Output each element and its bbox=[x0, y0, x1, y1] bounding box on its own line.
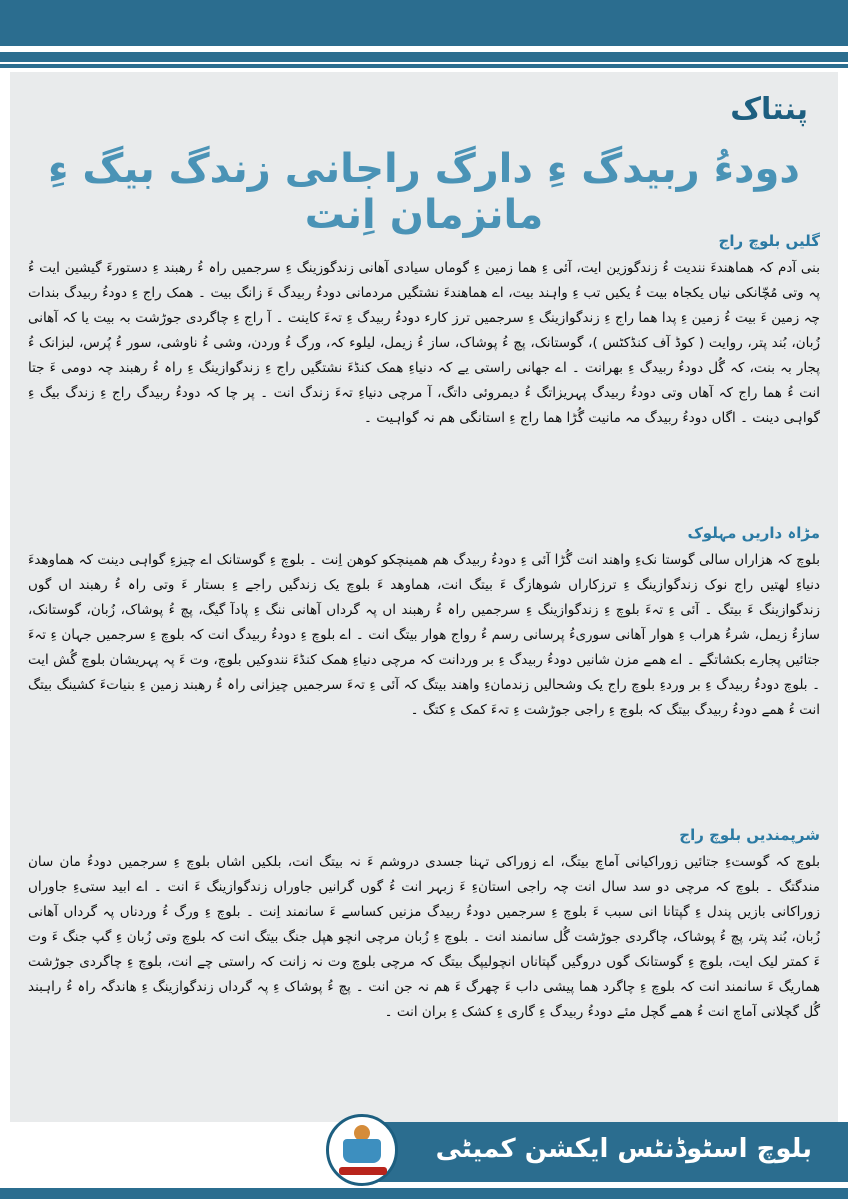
bottom-banner-bar bbox=[0, 1188, 848, 1199]
section-paragraph: بلوچ کہ گوستءِ جتائیں زوراکیانی آماچ بیتگ، اے زوراکی تہنا جسدی دروشم ءَ نہ بیتگ انت، بلکیں اشاں بلوچ ءِ سرجمیں دودءُ مان سان مندگتگ ۔ بلوچ کہ مرچی دو سد سال انت چہ راجی استانءِ ءَ زبہر انت ءُ گوں گرانیں جاوراں زندگوازینگ ءَ انت ۔ اے ابید ستیءِ جاوراں زوراکانی بازیں پندل ءِ گپتانا انی سبب ءَ بلوچ ءِ سرجمیں دودءُ ربیدگ مزنیں کساسے ءَ سانمند اِنت ۔ بلوچ ءِ ورگ ءُ وردناں پہ گرداں آھانی زُبان، بُند پتر، پچ ءُ پوشاک، چاگردی جوڑشت گُل سانمند انت ۔ بلوچ ءِ زُبان مرچی انچو ھپل جنگ بیتگ انت کہ بلوچ وتی زُبان ءِ گپ جنگ ءَ وت ءَ کمتر لیک ایت، بلوچ ءِ گوستانک گوں دروگیں گپتاناں انچولیپگ بیتگ کہ مرچی بلوچ وت نہ زانت کہ راستی چے انت، بلوچ ءِ چاگردی جوڑشت ھماریگ ءَ سانمند انت کہ بلوچ ءِ چاگرد ھما پیشی داب ءَ چھرگ ءَ ھم نہ جن انت ۔ پچ ءُ پوشاک ءِ پہ گرداں زندگوازینگ ءِ ھاندگہ راہ ءُ راہبند گُل گچلانی آماچ انت ءُ ھمے گچل مئے دودءُ ربیدگ ءِ گاری ءِ کشک ءِ بران انت ۔ bbox=[28, 854, 820, 1020]
section-heading: شرپمندیں بلوچ راج bbox=[679, 826, 820, 844]
student-reading-book-logo-icon bbox=[326, 1114, 398, 1186]
logo-base bbox=[339, 1167, 387, 1175]
top-banner-bar bbox=[0, 0, 848, 46]
section-baloch-nation bbox=[28, 232, 820, 431]
top-banner-thin-stripe bbox=[0, 64, 848, 68]
organization-name: بلوچ اسٹوڈنٹس ایکشن کمیٹی bbox=[435, 1134, 812, 1164]
section-paragraph: بنی آدم کہ ھماھندءَ نندیت ءُ زندگوزین ایت، آئی ءِ ھما زمین ءِ گوماں سیادی آھانی زندگوزینگ ءِ سرجمیں راہ ءُ رھبند ءِ دستورءَ گیشین ایت ءُ پہ وتی مُچّانکی نیاں یکجاہ بیت ءُ یکیں تب ءِ واہند بیت، اے ھماھندءَ نشتگیں مردمانی دودءُ ربیدگ ءَ زانگ بیت ۔ ھمک راج ءِ دودءُ ربیدگ بندات چہ زمین ءَ بیت ءُ زمین ءِ پدا ھما راج ءِ زندگوازینگ ءِ سرجمیں ترز کارء دودءُ ربیدگ ءِ تہءَ کاینت ۔ آ راج ءِ چاگردی جوڑشت بہ بیت یا کہ آھانی زُبان، بُند پتر، روایت ( کوڈ آف کنڈکٹس )، گوستانک، پچ ءُ پوشاک، ساز ءُ زیمل، لیلوء کہ، ورگ ءُ وردن، وشی ءُ ناوشی، سور ءُ پُرس، لبزانک ءُ پجار بہ بنت، کہ گُل دودءُ ربیدگ ءِ بھرانت ۔ اے جھانی راستی یے کہ دنیاءِ ھمک کنڈءَ نشتگیں راج ءِ زندگوازینگ ءِ راہ ءُ رھبند چہ دومی ءَ جتا انت ءُ ھما راج کہ آھاں وتی دودءُ ربیدگ پہریزاتگ ءُ دیمروئی داتگ، آ مرچی دنیاءِ تہءَ زندگ انت ۔ پر چا کہ دودءُ ربیدگ راج ءِ زندگ بیگ ءِ گواہی دینت ۔ اگاں دودءُ ربیدگ مہ مانیت گُڑا ھما راج ءِ استانگی ھم نہ گواہیت ۔ bbox=[28, 260, 820, 426]
page-title: دودءُ ربیدگ ءِ دارگ راجانی زندگ بیگ ءِ مانزمان اِنت bbox=[48, 146, 800, 238]
section-heading: گلیں بلوچ راج bbox=[718, 232, 820, 250]
section-civilized-people bbox=[28, 524, 820, 723]
section-honorable-nation bbox=[28, 826, 820, 1025]
top-banner-stripe bbox=[0, 52, 848, 62]
logo-book bbox=[343, 1139, 381, 1163]
section-heading: مڑاہ داریں مہلوک bbox=[687, 524, 820, 542]
section-paragraph: بلوچ کہ ھزاراں سالی گوستا نکءِ واھند انت گُڑا آئی ءِ دودءُ ربیدگ ھم ھمینچکو کوھن اِنت ۔ بلوچ ءِ گوستانک اے چیزءِ گواہی دینت کہ ھماوھدءَ دنیاءِ لھتیں راج نوک زندگوازینگ ءِ ترزکاراں شوھازگ ءَ بیتگ انت، ھماوھد ءَ بلوچ یک زندگیں راجے ءِ بستار ءَ وتی راہ ءُ رھبند اں گوں زندگوازینگ ءَ بیتگ ۔ آئی ءِ تہءَ بلوچ ءِ زندگوازینگ ءِ سرجمیں راہ ءُ رھبند اں پہ گرداں آھانی ننگ ءِ پادآ گیگ، پچ ءُ پوشاک، زُبان، گوستانک، سازءُ زیمل، شرءُ ھراب ءِ ھوار آھانی سوریءُ پرسانی رسم ءُ رواج ھوار بیتگ انت ۔ اے بلوچ ءِ دودءُ ربیدگ انت کہ بلوچ ءِ سرجمیں جہان ءِ تہءَ جتائیں پجارے بکشاتگے ۔ اے ھمے مزن شانیں دودءُ ربیدگ ءِ بر وردانت کہ مرچی دنیاءِ ھمک کنڈءَ نندوکیں بلوچ، وت ءَ پہ پہریشان بلوچ گُش ایت ۔ بلوچ دودءُ ربیدگ ءِ بر وردءِ بلوچ راج یک وشحالیں زندمانءِ واھند بیتگ کہ آئی ءِ تہءَ سرجمیں چیزانی راہ ءُ رھبند زمین ءِ بنیاتءَ کشینگ بیتگ انت ءُ ھمے دودءُ ربیدگ بیتگ کہ بلوچ ءِ راجی جوڑشت ءِ تہءَ کمک ءِ کتگ ۔ bbox=[28, 552, 820, 718]
pamphlet-label: پنتاک bbox=[730, 92, 808, 127]
